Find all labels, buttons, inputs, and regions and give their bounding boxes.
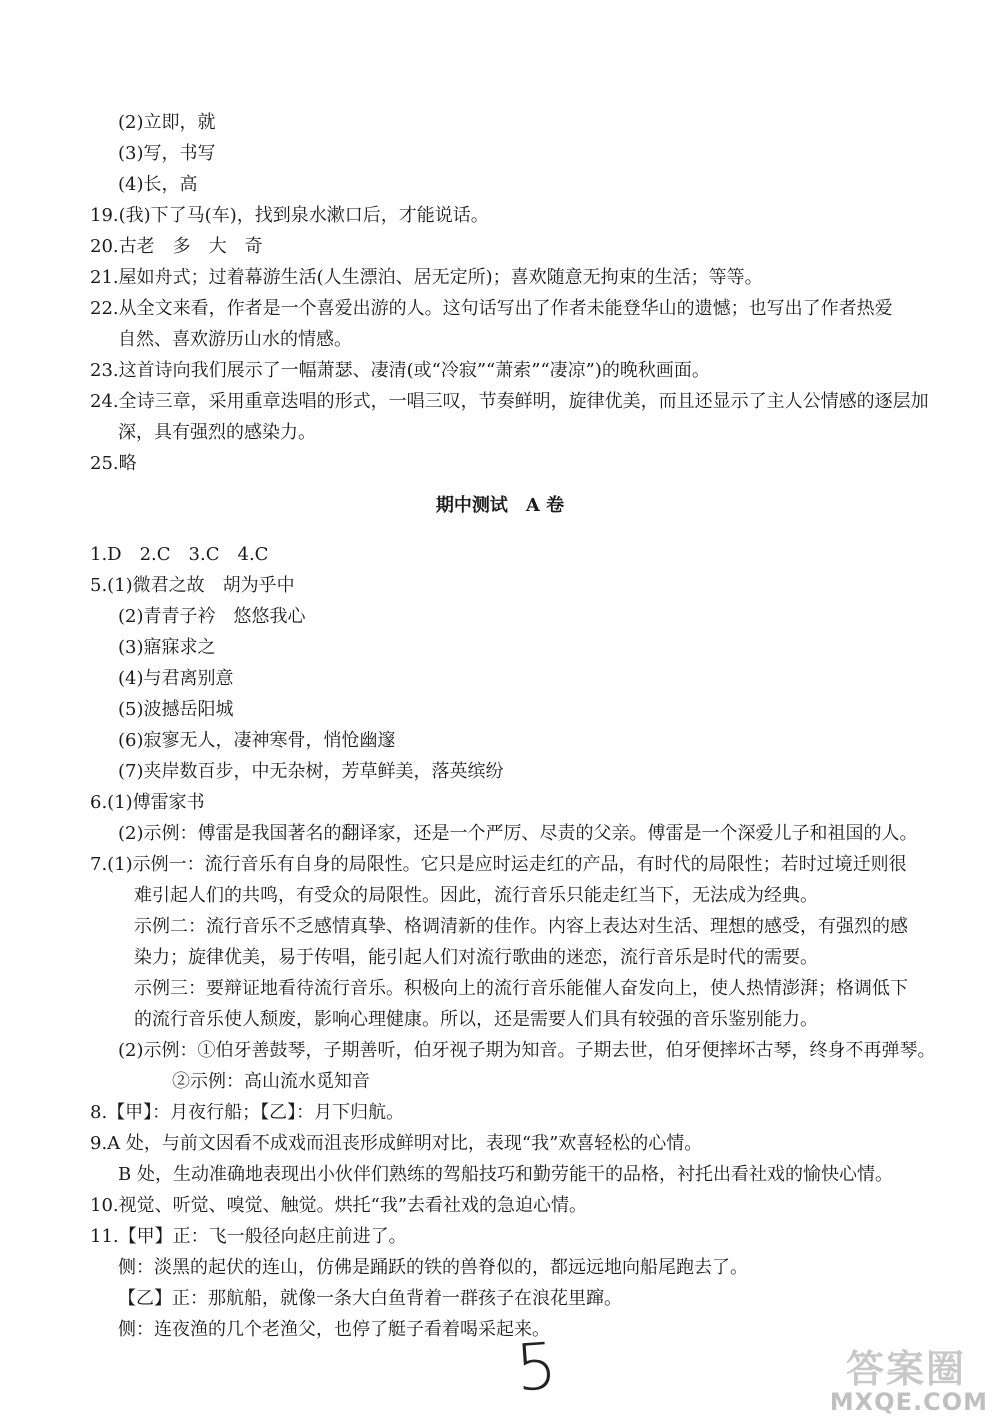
answer-line: (2)青青子衿 悠悠我心	[118, 606, 306, 627]
answer-line: 11.【甲】正：飞一般径向赵庄前进了。	[90, 1226, 407, 1247]
answer-line: 自然、喜欢游历山水的情感。	[118, 329, 352, 350]
answer-line: 【乙】正：那航船，就像一条大白鱼背着一群孩子在浪花里蹿。	[118, 1288, 622, 1309]
answer-line: (5)波撼岳阳城	[118, 699, 234, 720]
page-number: 5	[513, 1329, 560, 1407]
answer-line: 侧：连夜渔的几个老渔父，也停了艇子看着喝采起来。	[118, 1319, 550, 1340]
answer-line: 难引起人们的共鸣，有受众的局限性。因此，流行音乐只能走红当下，无法成为经典。	[134, 885, 818, 906]
watermark	[829, 1336, 992, 1418]
answer-line: 示例三：要辩证地看待流行音乐。积极向上的流行音乐能催人奋发向上，使人热情澎湃；格调低下	[134, 978, 908, 999]
answer-line: 24.全诗三章，采用重章迭唱的形式，一唱三叹，节奏鲜明，旋律优美，而且还显示了主人公情感的逐层加	[90, 391, 929, 412]
section-title: 期中测试 A 卷	[435, 495, 565, 516]
answer-line: (2)示例：①伯牙善鼓琴，子期善听，伯牙视子期为知音。子期去世，伯牙便摔坏古琴，终身不再弹琴。	[118, 1040, 936, 1061]
answer-line: 1.D 2.C 3.C 4.C	[90, 544, 269, 565]
answer-line: 8.【甲】：月夜行船；【乙】：月下归航。	[90, 1102, 405, 1123]
answer-line: 深，具有强烈的感染力。	[118, 422, 316, 443]
answer-line: 23.这首诗向我们展示了一幅萧瑟、凄清(或“冷寂”“萧索”“凄凉”)的晚秋画面。	[90, 360, 710, 381]
answer-line: 侧：淡黑的起伏的连山，仿佛是踊跃的铁的兽脊似的，都远远地向船尾跑去了。	[118, 1257, 748, 1278]
answer-line: 5.(1)微君之故 胡为乎中	[90, 575, 295, 596]
answer-line: 染力；旋律优美，易于传唱，能引起人们对流行歌曲的迷恋，流行音乐是时代的需要。	[134, 947, 818, 968]
answer-line: (4)长，高	[118, 174, 198, 195]
answer-line: 9.A 处，与前文因看不成戏而沮丧形成鲜明对比，表现“我”欢喜轻松的心情。	[90, 1133, 703, 1154]
watermark-url: MXQE.COM	[829, 1388, 988, 1416]
answer-line: (4)与君离别意	[118, 668, 234, 689]
answer-line: 19.(我)下了马(车)，找到泉水漱口后，才能说话。	[90, 205, 489, 226]
answer-line: (3)寤寐求之	[118, 637, 216, 658]
answer-line: 示例二：流行音乐不乏感情真挚、格调清新的佳作。内容上表达对生活、理想的感受，有强烈的感	[134, 916, 908, 937]
answer-line: (7)夹岸数百步，中无杂树，芳草鲜美，落英缤纷	[118, 761, 504, 782]
watermark-logo-text: 答案圈	[845, 1347, 966, 1391]
answer-line: (2)立即，就	[118, 112, 216, 133]
answer-line: 6.(1)傅雷家书	[90, 792, 205, 813]
answer-line: 10.视觉、听觉、嗅觉、触觉。烘托“我”去看社戏的急迫心情。	[90, 1195, 588, 1216]
answer-line: (2)示例：傅雷是我国著名的翻译家，还是一个严厉、尽责的父亲。傅雷是一个深爱儿子和祖国的人。	[118, 823, 918, 844]
answer-line: (3)写，书写	[118, 143, 216, 164]
answer-line: ②示例：高山流水觅知音	[172, 1071, 370, 1092]
answer-line: 22.从全文来看，作者是一个喜爱出游的人。这句话写出了作者未能登华山的遗憾；也写出了作者热爱	[90, 298, 893, 319]
answer-line: B 处，生动准确地表现出小伙伴们熟练的驾船技巧和勤劳能干的品格，衬托出看社戏的愉快心情。	[118, 1164, 893, 1185]
answer-line: (6)寂寥无人，凄神寒骨，悄怆幽邃	[118, 730, 396, 751]
answer-line: 21.屋如舟式；过着幕游生活(人生漂泊、居无定所)；喜欢随意无拘束的生活；等等。	[90, 267, 763, 288]
answer-line: 20.古老 多 大 奇	[90, 236, 263, 257]
answer-line: 25.略	[90, 453, 137, 474]
answer-line: 7.(1)示例一：流行音乐有自身的局限性。它只是应时运走红的产品，有时代的局限性；若时过境迁则很	[90, 854, 907, 875]
answer-line: 的流行音乐使人颓废，影响心理健康。所以，还是需要人们具有较强的音乐鉴别能力。	[134, 1009, 818, 1030]
